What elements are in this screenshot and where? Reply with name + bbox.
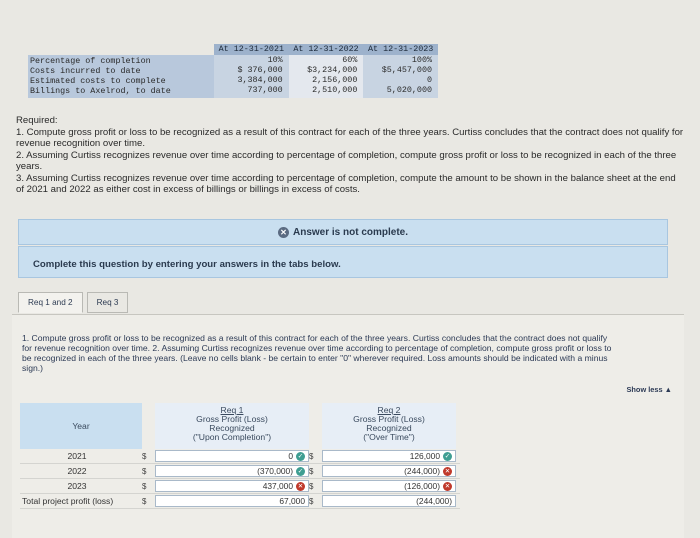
tab-req-1-and-2[interactable]: Req 1 and 2 xyxy=(18,292,83,313)
req2-line: Recognized xyxy=(366,423,412,433)
check-icon: ✓ xyxy=(297,452,304,460)
input-value: 0 xyxy=(288,451,293,461)
row-labels xyxy=(28,55,214,98)
cell: 100% xyxy=(411,55,433,65)
table-row xyxy=(20,479,460,494)
x-circle-icon: ✕ xyxy=(444,467,451,475)
currency-symbol: $ xyxy=(142,496,147,506)
req1-total xyxy=(155,495,309,507)
tab-bar xyxy=(18,292,132,313)
req2-total xyxy=(322,495,456,507)
required-heading: Required: xyxy=(16,115,58,126)
req2-line: Gross Profit (Loss) xyxy=(353,414,425,424)
complete-prompt-box xyxy=(18,246,668,278)
req2-line: ("Over Time") xyxy=(363,432,415,442)
req1-header xyxy=(155,403,309,449)
x-circle-icon: ✕ xyxy=(278,227,289,238)
row-year: 2023 xyxy=(67,481,87,491)
label-costs-incurred: Costs incurred to date xyxy=(30,66,141,76)
cell: 60% xyxy=(342,55,358,65)
year-header: Year xyxy=(20,403,142,449)
table-header-row xyxy=(214,44,438,55)
answer-status-banner xyxy=(18,219,668,245)
currency-symbol: $ xyxy=(309,481,314,491)
cell: $5,457,000 xyxy=(381,65,433,75)
input-value: 437,000 xyxy=(262,481,293,491)
required-item-2: 2. Assuming Curtiss recognizes revenue over time according to percentage of completion, compute gross profit or loss to be recognized in each of the three years. xyxy=(16,150,677,172)
req1-input-2023[interactable] xyxy=(155,480,309,492)
input-value: (370,000) xyxy=(257,466,293,476)
req2-input-2022[interactable] xyxy=(322,465,456,477)
complete-prompt-text: Complete this question by entering your answers in the tabs below. xyxy=(33,259,341,270)
column-2022 xyxy=(289,55,364,98)
show-less-link[interactable]: Show less ▲ xyxy=(626,385,672,394)
currency-symbol: $ xyxy=(309,451,314,461)
table-row-total xyxy=(20,494,460,509)
currency-symbol: $ xyxy=(309,496,314,506)
cell: 3,384,000 xyxy=(237,75,283,85)
label-billings: Billings to Axelrod, to date xyxy=(30,86,171,96)
label-percentage: Percentage of completion xyxy=(30,56,151,66)
column-2021 xyxy=(214,55,289,98)
answer-grid xyxy=(20,403,460,509)
check-icon: ✓ xyxy=(297,467,304,475)
tab-req-3[interactable]: Req 3 xyxy=(87,292,129,313)
req1-line: Recognized xyxy=(209,423,255,433)
req2-input-2021[interactable] xyxy=(322,450,456,462)
req1-line: ("Upon Completion") xyxy=(192,432,272,442)
req1-input-2022[interactable] xyxy=(155,465,309,477)
column-2023 xyxy=(363,55,438,98)
check-icon: ✓ xyxy=(444,452,451,460)
currency-symbol: $ xyxy=(142,466,147,476)
cell: 737,000 xyxy=(247,85,283,95)
currency-symbol: $ xyxy=(142,481,147,491)
cell: 0 xyxy=(426,75,433,85)
cell: $ 376,000 xyxy=(237,65,283,75)
req2-header xyxy=(322,403,456,449)
row-year: 2022 xyxy=(67,466,87,476)
row-year: Total project profit (loss) xyxy=(22,496,114,506)
instructions-text: 1. Compute gross profit or loss to be recognized as a result of this contract for each of the three years. Curtiss concludes that the contract does not qualify for revenue recognition over time. 2. Assuming Curtiss recognizes revenue over time according to percentage of completion, compute gross profit or loss to be recognized in each of the three years. (Leave no cells blank - be certain to enter "0" wherever required. Loss amounts should be indicated with a minus sign.) xyxy=(22,333,612,373)
req1-input-2021[interactable] xyxy=(155,450,309,462)
cell: 2,156,000 xyxy=(312,75,358,85)
input-value: (126,000) xyxy=(404,481,440,491)
input-value: 67,000 xyxy=(279,496,305,506)
input-value: 126,000 xyxy=(409,451,440,461)
contract-data-table xyxy=(28,44,438,98)
input-value: (244,000) xyxy=(404,466,440,476)
cell: 2,510,000 xyxy=(312,85,358,95)
currency-symbol: $ xyxy=(309,466,314,476)
req1-line: Gross Profit (Loss) xyxy=(196,414,268,424)
required-item-3: 3. Assuming Curtiss recognizes revenue over time according to percentage of completion, compute the amount to be shown in the balance sheet at the end of 2021 and 2022 as either cost in excess of billings or billings in excess of costs. xyxy=(16,173,676,195)
x-circle-icon: ✕ xyxy=(444,482,451,490)
cell: 10% xyxy=(267,55,283,65)
table-row xyxy=(20,464,460,479)
req1-title: Req 1 xyxy=(220,405,244,415)
req2-input-2023[interactable] xyxy=(322,480,456,492)
currency-symbol: $ xyxy=(142,451,147,461)
tab-panel xyxy=(12,314,684,538)
input-value: (244,000) xyxy=(416,496,452,506)
cell: 5,020,000 xyxy=(386,85,433,95)
header-2023: At 12-31-2023 xyxy=(368,44,434,54)
x-circle-icon: ✕ xyxy=(297,482,304,490)
row-year: 2021 xyxy=(67,451,87,461)
header-2021: At 12-31-2021 xyxy=(218,44,284,54)
req2-title: Req 2 xyxy=(377,405,401,415)
answer-status-text: Answer is not complete. xyxy=(292,226,409,238)
header-2022: At 12-31-2022 xyxy=(293,44,359,54)
required-section xyxy=(16,115,684,196)
required-item-1: 1. Compute gross profit or loss to be recognized as a result of this contract for each of the three years. Curtiss concludes that the contract does not qualify for revenue recognition over time. xyxy=(16,127,684,149)
label-estimated-costs: Estimated costs to complete xyxy=(30,76,166,86)
cell: $3,234,000 xyxy=(307,65,358,75)
table-row xyxy=(20,449,460,464)
